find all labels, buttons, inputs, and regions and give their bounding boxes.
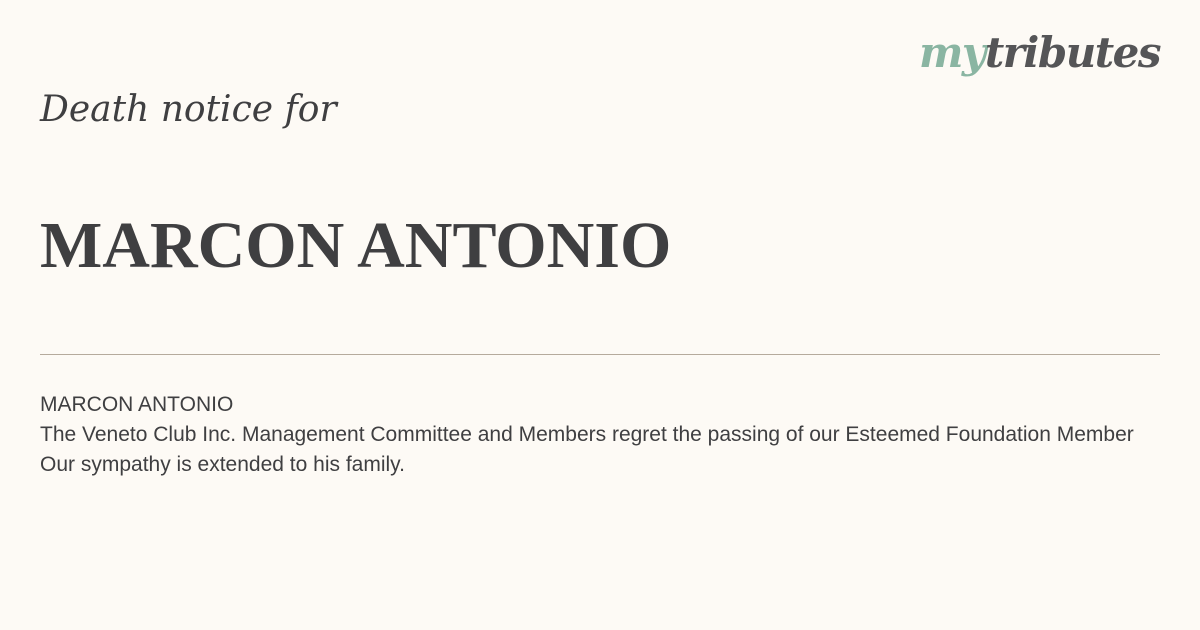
notice-body-text [40, 390, 1200, 480]
logo-tributes-text: tributes [984, 28, 1160, 77]
logo-my-text: my [918, 28, 985, 77]
mytributes-logo[interactable] [918, 28, 1160, 77]
notice-body-line: MARCON ANTONIO [40, 393, 234, 416]
death-notice-label: Death notice for [40, 89, 337, 130]
notice-body-line: Our sympathy is extended to his family. [40, 453, 405, 476]
notice-body-line: The Veneto Club Inc. Management Committee and Members regret the passing of our Esteemed Foundation Member [40, 423, 1134, 446]
section-divider [40, 354, 1160, 355]
deceased-name-title: MARCON ANTONIO [40, 209, 672, 282]
